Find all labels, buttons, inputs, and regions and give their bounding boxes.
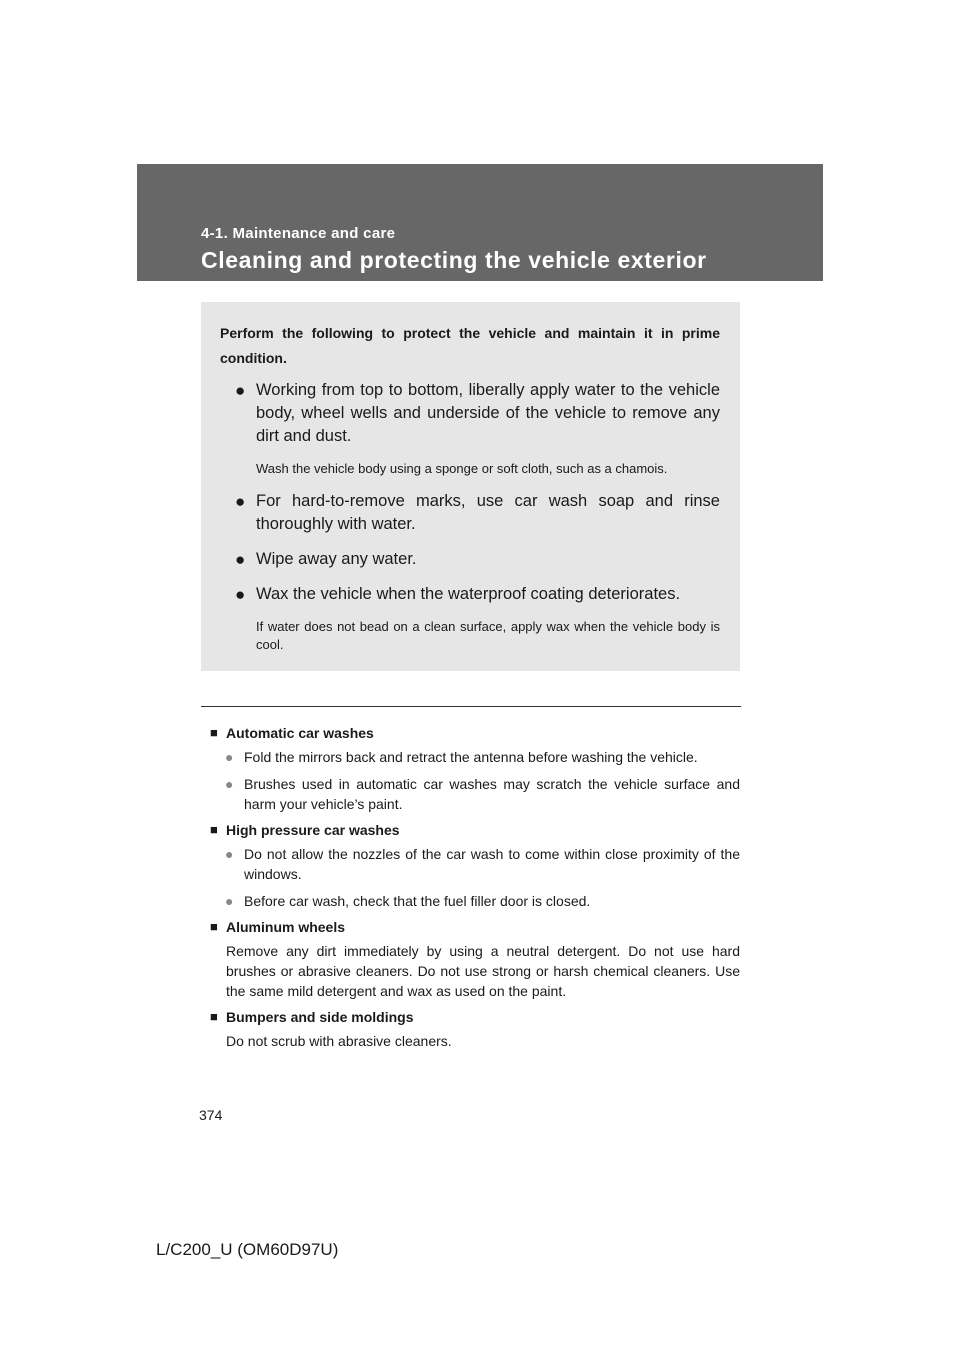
notes-section: [210, 723, 740, 1051]
divider: [201, 706, 741, 707]
intro-item: [220, 583, 720, 606]
intro-text: Perform the following to protect the vehicle and maintain it in prime condition.: [220, 325, 720, 366]
note-heading: [210, 1007, 740, 1027]
square-bullet-icon: ■: [210, 822, 218, 837]
note-heading: [210, 917, 740, 937]
bullet-icon: ●: [235, 585, 246, 604]
note-item-text: Before car wash, check that the fuel filler door is closed.: [244, 893, 591, 909]
intro-item: [220, 548, 720, 571]
intro-item-text: Working from top to bottom, liberally apply water to the vehicle body, wheel wells and underside of the vehicle to remove any dirt and dust.: [256, 381, 720, 445]
intro-item-text: Wipe away any water.: [256, 550, 417, 568]
page-title: Cleaning and protecting the vehicle exterior: [201, 247, 707, 273]
intro-box: [201, 302, 740, 671]
bullet-icon: ●: [225, 749, 234, 765]
square-bullet-icon: ■: [210, 919, 218, 934]
note-heading-text: Aluminum wheels: [226, 919, 346, 935]
note-item: [210, 891, 740, 911]
document-code: L/C200_U (OM60D97U): [156, 1240, 339, 1259]
intro-item-note: Wash the vehicle body using a sponge or soft cloth, such as a chamois.: [256, 461, 668, 476]
note-heading-text: High pressure car washes: [226, 822, 400, 838]
bullet-icon: ●: [235, 492, 246, 511]
square-bullet-icon: ■: [210, 1009, 218, 1024]
bullet-icon: ●: [225, 846, 234, 862]
note-paragraph: Remove any dirt immediately by using a neutral detergent. Do not use hard brushes or abrasive cleaners. Do not use strong or harsh chemical cleaners. Use the same mild detergent and wax as used on the paint.: [226, 943, 740, 999]
intro-item-note: If water does not bead on a clean surface, apply wax when the vehicle body is cool.: [256, 619, 720, 652]
bullet-icon: ●: [235, 550, 246, 569]
note-item-text: Brushes used in automatic car washes may scratch the vehicle surface and harm your vehicle’s paint.: [244, 776, 740, 812]
note-item: [210, 747, 740, 767]
bullet-icon: ●: [235, 381, 246, 400]
intro-item-text: Wax the vehicle when the waterproof coating deteriorates.: [256, 585, 681, 603]
note-heading: [210, 820, 740, 840]
square-bullet-icon: ■: [210, 725, 218, 740]
bullet-icon: ●: [225, 776, 234, 792]
section-label: 4-1. Maintenance and care: [201, 225, 396, 242]
intro-item-text: For hard-to-remove marks, use car wash soap and rinse thoroughly with water.: [256, 492, 720, 533]
note-item: [210, 774, 740, 814]
note-item-text: Fold the mirrors back and retract the antenna before washing the vehicle.: [244, 749, 698, 765]
note-paragraph: Do not scrub with abrasive cleaners.: [226, 1033, 452, 1049]
note-item: [210, 844, 740, 884]
intro-item: [220, 379, 720, 448]
note-heading-text: Automatic car washes: [226, 725, 374, 741]
note-item-text: Do not allow the nozzles of the car wash to come within close proximity of the windows.: [244, 846, 740, 882]
bullet-icon: ●: [225, 893, 234, 909]
page-number: 374: [199, 1107, 223, 1123]
note-heading-text: Bumpers and side moldings: [226, 1009, 414, 1025]
intro-item: [220, 490, 720, 536]
note-heading: [210, 723, 740, 743]
header-band: [137, 164, 823, 281]
